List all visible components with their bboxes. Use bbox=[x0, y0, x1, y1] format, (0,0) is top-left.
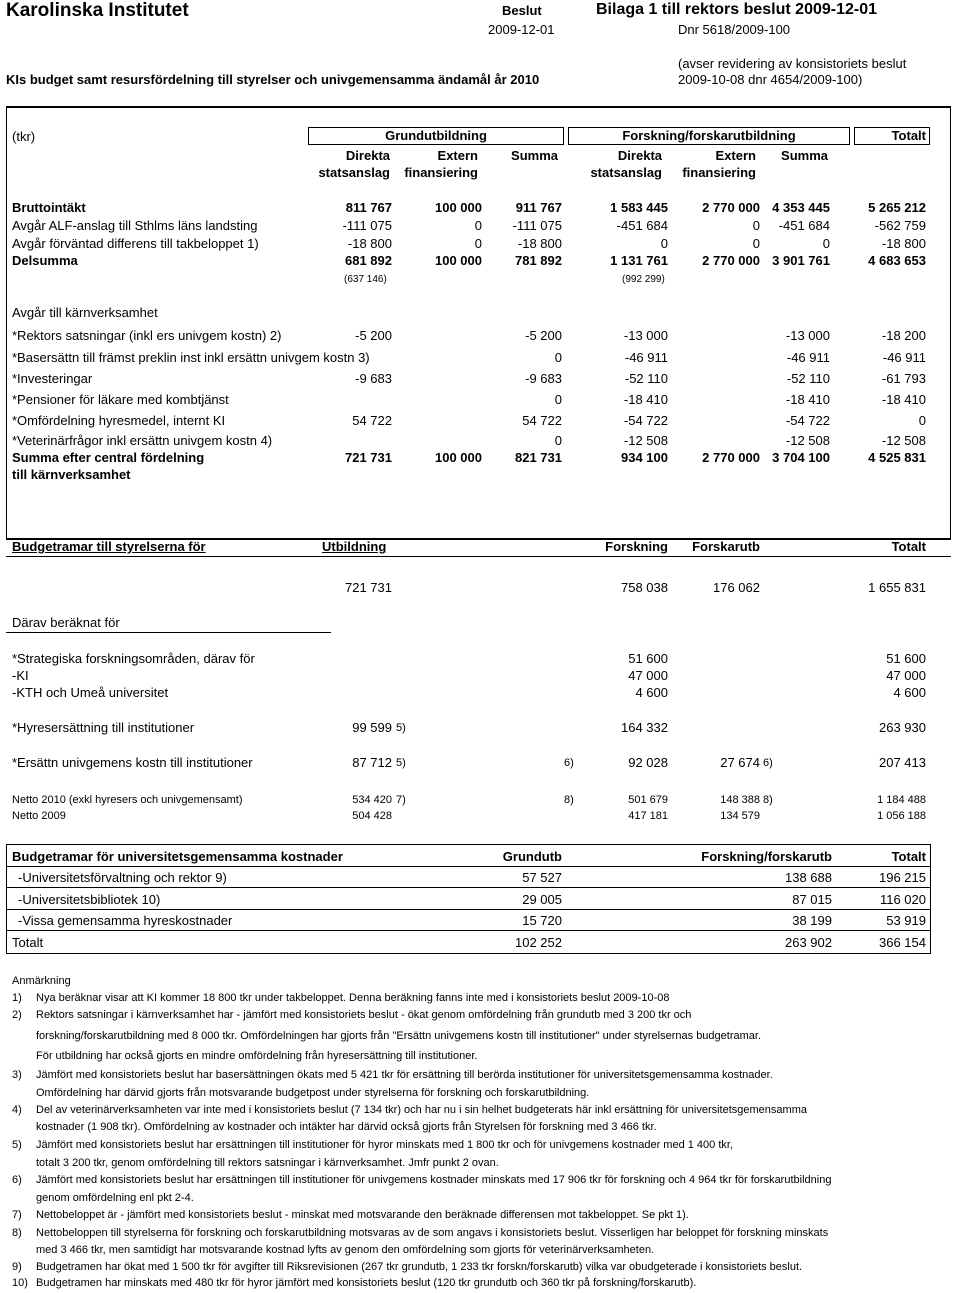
cell: -18 800 bbox=[347, 236, 392, 251]
cell: -46 911 bbox=[882, 350, 926, 365]
t2-netto2010-utb-note: 7) bbox=[396, 794, 406, 806]
t3-header-rule bbox=[6, 866, 931, 867]
t3-title: Budgetramar för universitetsgemensamma kostnader bbox=[12, 849, 343, 864]
t2-darav-rule bbox=[6, 632, 331, 633]
note-number: 7) bbox=[12, 1209, 22, 1221]
sub-finansiering-grund: finansiering bbox=[404, 165, 478, 180]
cell: -54 722 bbox=[785, 413, 830, 428]
row-label-alf: Avgår ALF-anslag till Sthlms läns landsting bbox=[12, 218, 258, 233]
cell: 263 902 bbox=[785, 935, 832, 950]
cell: 4 683 653 bbox=[868, 253, 926, 268]
t2-hyres-utb: 99 599 bbox=[352, 720, 392, 735]
t2-netto2009-fu: 134 579 bbox=[720, 810, 760, 822]
note-number: 9) bbox=[12, 1261, 22, 1273]
cell: 53 919 bbox=[886, 913, 926, 928]
t2-main-utb: 721 731 bbox=[345, 580, 392, 595]
t2-strat-tot: 51 600 bbox=[886, 651, 926, 666]
cell: 116 020 bbox=[879, 892, 926, 907]
cell: -18 410 bbox=[623, 392, 668, 407]
cell: 2 770 000 bbox=[702, 253, 760, 268]
cell: 0 bbox=[554, 392, 562, 407]
karn-label: *Basersättn till främst preklin inst inkl ersättn univgem kostn 3) bbox=[12, 350, 370, 365]
cell: 821 731 bbox=[515, 450, 562, 465]
cell: 38 199 bbox=[792, 913, 832, 928]
t2-hyres-forsk: 164 332 bbox=[621, 720, 668, 735]
t3-row-rule bbox=[6, 887, 931, 888]
note-text: forskning/forskarutbildning med 8 000 tkr. Omfördelningen har gjorts från "Ersättn univgemens kostn till institutioner" under styrelsernas budgetramar. bbox=[36, 1030, 762, 1042]
cell: 0 bbox=[554, 350, 562, 365]
cell: 2 770 000 bbox=[702, 450, 760, 465]
cell: -5 200 bbox=[525, 328, 562, 343]
sub-direkta-grund: Direkta bbox=[345, 148, 390, 163]
t2-ersattn-fu: 27 674 bbox=[720, 755, 760, 770]
note-text: Del av veterinärverksamheten var inte med i konsistoriets beslut (7 134 tkr) och har nu i sin helhet budgeterats här inkl ersättning för universitetsgemensamma bbox=[36, 1104, 807, 1116]
cell: -52 110 bbox=[786, 371, 830, 386]
cell: 100 000 bbox=[435, 450, 482, 465]
cell: -12 508 bbox=[785, 433, 830, 448]
note-text: Jämfört med konsistoriets beslut har basersättningen ökats med 5 421 tkr för ersättning till berörda institutioner för universitetsgemensamma kostnader. bbox=[36, 1069, 773, 1081]
note-number: 5) bbox=[12, 1139, 22, 1151]
sub-extern-grund: Extern bbox=[437, 148, 478, 163]
note-text: För utbildning har också gjorts en mindre omfördelning från hyresersättning till institutioner. bbox=[36, 1050, 478, 1062]
t2-main-fu: 176 062 bbox=[713, 580, 760, 595]
t2-netto2010-fu-note: 8) bbox=[763, 794, 773, 806]
note-number: 2) bbox=[12, 1009, 22, 1021]
t2-h-utb: Utbildning bbox=[322, 539, 387, 554]
cell: 0 bbox=[752, 218, 760, 233]
t2-ersattn-utb-note: 5) bbox=[396, 757, 406, 769]
cell: -52 110 bbox=[624, 371, 668, 386]
t2-netto2009-forsk: 417 181 bbox=[628, 810, 668, 822]
t2-ersattn-fu-note: 6) bbox=[763, 757, 773, 769]
cell: 29 005 bbox=[522, 892, 562, 907]
row-label-delsumma: Delsumma bbox=[12, 253, 78, 268]
cell: -61 793 bbox=[881, 371, 926, 386]
note-number: 1) bbox=[12, 992, 22, 1004]
cell: 102 252 bbox=[515, 935, 562, 950]
cell: -18 800 bbox=[881, 236, 926, 251]
t2-hyres-label: *Hyresersättning till institutioner bbox=[12, 720, 195, 735]
cell: -9 683 bbox=[525, 371, 562, 386]
cell: -46 911 bbox=[786, 350, 830, 365]
cell: 5 265 212 bbox=[868, 200, 926, 215]
cell: 0 bbox=[474, 218, 482, 233]
revision-note-1: (avser revidering av konsistoriets beslut bbox=[678, 56, 907, 71]
row-label-bruttointakt: Bruttointäkt bbox=[12, 200, 86, 215]
t2-netto2010-label: Netto 2010 (exkl hyresers och univgemensamt) bbox=[12, 794, 243, 806]
t2-netto2010-forsk: 501 679 bbox=[628, 794, 668, 806]
t2-title: Budgetramar till styrelserna för bbox=[12, 539, 206, 554]
cell: 934 100 bbox=[621, 450, 668, 465]
cell: -12 508 bbox=[623, 433, 668, 448]
sub-finansiering-forsk: finansiering bbox=[682, 165, 756, 180]
cell: 57 527 bbox=[522, 870, 562, 885]
group-header-total: Totalt bbox=[891, 128, 926, 143]
note-text: Rektors satsningar i kärnverksamhet har - jämfört med konsistoriets beslut - ökat genom omfördelning från grundutb med 3 200 tkr och bbox=[36, 1009, 692, 1021]
cell: 811 767 bbox=[345, 200, 392, 215]
sub-extern-forsk: Extern bbox=[715, 148, 756, 163]
note-text: totalt 3 200 tkr, genom omfördelning till rektors satsningar i kärnverksamhet. Jmfr punkt 2 ovan. bbox=[36, 1157, 499, 1169]
cell: -111 075 bbox=[342, 218, 392, 233]
cell: -13 000 bbox=[623, 328, 668, 343]
group-header-forsk: Forskning/forskarutbildning bbox=[622, 128, 796, 143]
unit-label: (tkr) bbox=[12, 129, 36, 144]
cell: 0 bbox=[474, 236, 482, 251]
row-label-differens: Avgår förväntad differens till takbeloppet 1) bbox=[12, 236, 259, 251]
group-header-grund: Grundutbildning bbox=[385, 128, 487, 143]
cell: 0 bbox=[554, 433, 562, 448]
sub-direkta-forsk: Direkta bbox=[617, 148, 662, 163]
cell: 911 767 bbox=[515, 200, 562, 215]
t2-kth-tot: 4 600 bbox=[893, 685, 926, 700]
karn-label: *Omfördelning hyresmedel, internt KI bbox=[12, 413, 226, 428]
t3-total-label: Totalt bbox=[12, 935, 44, 950]
t2-ki-tot: 47 000 bbox=[886, 668, 926, 683]
t2-netto2009-label: Netto 2009 bbox=[12, 810, 66, 822]
decision-date: 2009-12-01 bbox=[488, 22, 555, 37]
summa-label: Summa efter central fördelning bbox=[12, 450, 205, 465]
t2-strat-forsk: 51 600 bbox=[628, 651, 668, 666]
cell: -18 800 bbox=[517, 236, 562, 251]
note-text: Nettobeloppen till styrelserna för forskning och forskarutbildning motsvaras av de som angavs i konsistoriets beslut. Visserligen har beloppet för forskning minskats bbox=[36, 1227, 829, 1239]
note-text: kostnader (1 908 tkr). Omfördelning av kostnader och intäkter har därvid också gjorts från Styrelsen för forskning med 3 466 tkr. bbox=[36, 1121, 657, 1133]
sub-statsanslag-grund: statsanslag bbox=[318, 165, 390, 180]
cell: 681 892 bbox=[345, 253, 392, 268]
t2-ki-label: -KI bbox=[12, 668, 29, 683]
cell: 3 901 761 bbox=[772, 253, 830, 268]
karn-title: Avgår till kärnverksamhet bbox=[12, 305, 158, 320]
cell: 4 353 445 bbox=[772, 200, 830, 215]
t3-row-label: -Vissa gemensamma hyreskostnader bbox=[18, 913, 233, 928]
t3-h-total: Totalt bbox=[891, 849, 926, 864]
cell: -111 075 bbox=[512, 218, 562, 233]
t2-netto2010-tot: 1 184 488 bbox=[877, 794, 926, 806]
sub-summa-forsk: Summa bbox=[781, 148, 828, 163]
karn-label: *Veterinärfrågor inkl ersättn univgem kostn 4) bbox=[12, 433, 273, 448]
note-text: Nya beräknar visar att KI kommer 18 800 tkr under takbeloppet. Denna beräkning fanns inte med i konsistoriets beslut 2009-10-08 bbox=[36, 992, 670, 1004]
note-number: 4) bbox=[12, 1104, 22, 1116]
t2-h-forsk: Forskning bbox=[605, 539, 668, 554]
karn-label: *Rektors satsningar (inkl ers univgem kostn) 2) bbox=[12, 328, 282, 343]
cell: 54 722 bbox=[522, 413, 562, 428]
cell: -562 759 bbox=[874, 218, 926, 233]
t2-ersattn-forsk: 92 028 bbox=[628, 755, 668, 770]
note-text: Jämfört med konsistoriets beslut har ersättningen till institutioner för hyror minskats med 1 800 tkr och för univgemens kostnader med 1 400 tkr, bbox=[36, 1139, 733, 1151]
t3-row-label: -Universitetsförvaltning och rektor 9) bbox=[18, 870, 227, 885]
t3-h-grund: Grundutb bbox=[502, 849, 562, 864]
note-number: 8) bbox=[12, 1227, 22, 1239]
cell: 366 154 bbox=[879, 935, 926, 950]
cell: -18 410 bbox=[881, 392, 926, 407]
table1-left-border bbox=[6, 106, 7, 539]
revision-note-2: 2009-10-08 dnr 4654/2009-100) bbox=[678, 72, 863, 87]
t3-row-label: -Universitetsbibliotek 10) bbox=[18, 892, 161, 907]
document-subtitle: KIs budget samt resursfördelning till styrelser och univgemensamma ändamål år 2010 bbox=[6, 72, 540, 87]
cell: 15 720 bbox=[522, 913, 562, 928]
summa-label-2: till kärnverksamhet bbox=[12, 467, 131, 482]
t2-strat-label: *Strategiska forskningsområden, därav för bbox=[12, 651, 255, 666]
cell: -13 000 bbox=[785, 328, 830, 343]
cell: 1 131 761 bbox=[610, 253, 668, 268]
t3-row-rule bbox=[6, 930, 931, 931]
cell: 721 731 bbox=[345, 450, 392, 465]
t2-netto2010-utb: 534 420 bbox=[352, 794, 392, 806]
cell: 0 bbox=[660, 236, 668, 251]
t2-header-rule bbox=[6, 556, 951, 557]
t2-netto2010-forsk-note: 8) bbox=[564, 794, 574, 806]
cell: 100 000 bbox=[435, 200, 482, 215]
cell: -9 683 bbox=[355, 371, 392, 386]
cell: 2 770 000 bbox=[702, 200, 760, 215]
note-number: 3) bbox=[12, 1069, 22, 1081]
note-text: Jämfört med konsistoriets beslut har ersättningen till institutioner för univgemens kostnader minskats med 17 906 tkr för forskning och 4 964 tkr för forskarutbildning bbox=[36, 1174, 832, 1186]
cell: 196 215 bbox=[879, 870, 926, 885]
note-text: Budgetramen har ökat med 1 500 tkr för avgifter till Riksrevisionen (267 tkr grundutb, 1 233 tkr forskn/forskarutb) vilka var obudgeterade i konsistoriets beslut. bbox=[36, 1261, 803, 1273]
cell: 54 722 bbox=[352, 413, 392, 428]
note-number: 6) bbox=[12, 1174, 22, 1186]
cell: 0 bbox=[822, 236, 830, 251]
doc-type: Beslut bbox=[502, 3, 542, 18]
cell: -12 508 bbox=[881, 433, 926, 448]
t2-ki-forsk: 47 000 bbox=[628, 668, 668, 683]
t2-ersattn-label: *Ersättn univgemens kostn till institutioner bbox=[12, 755, 253, 770]
note-text: Nettobeloppet är - jämfört med konsistoriets beslut - minskat med motsvarande den beräknade differensen mot takbeloppet. Se pkt 1). bbox=[36, 1209, 689, 1221]
karn-label: *Investeringar bbox=[12, 371, 93, 386]
note-text: genom omfördelning enl pkt 2-4. bbox=[36, 1192, 194, 1204]
cell: 0 bbox=[918, 413, 926, 428]
delsumma-paren-forsk: (992 299) bbox=[622, 274, 665, 285]
t2-h-fu: Forskarutb bbox=[692, 539, 760, 554]
cell: 3 704 100 bbox=[772, 450, 830, 465]
cell: -5 200 bbox=[355, 328, 392, 343]
cell: -18 410 bbox=[785, 392, 830, 407]
cell: -54 722 bbox=[623, 413, 668, 428]
cell: -451 684 bbox=[616, 218, 668, 233]
t2-ersattn-utb: 87 712 bbox=[352, 755, 392, 770]
note-number: 10) bbox=[12, 1277, 28, 1289]
dnr: Dnr 5618/2009-100 bbox=[678, 22, 791, 37]
t2-ersattn-tot: 207 413 bbox=[879, 755, 926, 770]
t2-hyres-utb-note: 5) bbox=[396, 722, 406, 734]
cell: -18 200 bbox=[881, 328, 926, 343]
cell: -451 684 bbox=[778, 218, 830, 233]
t2-h-total: Totalt bbox=[891, 539, 926, 554]
t3-h-forsk: Forskning/forskarutb bbox=[701, 849, 832, 864]
delsumma-paren-grund: (637 146) bbox=[344, 274, 387, 285]
table1-right-border bbox=[950, 106, 951, 539]
t2-ersattn-forsk-note: 6) bbox=[564, 757, 574, 769]
t2-kth-forsk: 4 600 bbox=[635, 685, 668, 700]
t2-hyres-tot: 263 930 bbox=[879, 720, 926, 735]
cell: 138 688 bbox=[785, 870, 832, 885]
t2-darav: Därav beräknat för bbox=[12, 615, 120, 630]
note-text: med 3 466 tkr, men samtidigt har motsvarande kostnad lyfts av genom den omfördelning som gjorts för veterinärverksamheten. bbox=[36, 1244, 655, 1256]
t3-row-rule bbox=[6, 909, 931, 910]
t2-netto2009-utb: 504 428 bbox=[352, 810, 392, 822]
karn-label: *Pensioner för läkare med kombtjänst bbox=[12, 392, 229, 407]
cell: 0 bbox=[752, 236, 760, 251]
cell: 100 000 bbox=[435, 253, 482, 268]
table1-top-border bbox=[6, 106, 951, 108]
attachment-title: Bilaga 1 till rektors beslut 2009-12-01 bbox=[596, 1, 878, 18]
note-text: Omfördelning har därvid gjorts från motsvarande budgetpost under styrelserna för forskning och forskarutbildning. bbox=[36, 1087, 590, 1099]
sub-statsanslag-forsk: statsanslag bbox=[590, 165, 662, 180]
t2-main-tot: 1 655 831 bbox=[868, 580, 926, 595]
cell: 781 892 bbox=[515, 253, 562, 268]
note-text: Budgetramen har minskats med 480 tkr för hyror jämfört med konsistoriets beslut (120 tkr grundutb och 360 tkr på forskning/forskarutb). bbox=[36, 1277, 697, 1289]
t2-kth-label: -KTH och Umeå universitet bbox=[12, 685, 169, 700]
cell: 4 525 831 bbox=[868, 450, 926, 465]
t2-main-forsk: 758 038 bbox=[621, 580, 668, 595]
sub-summa-grund: Summa bbox=[511, 148, 558, 163]
cell: -46 911 bbox=[624, 350, 668, 365]
t2-netto2009-tot: 1 056 188 bbox=[877, 810, 926, 822]
cell: 1 583 445 bbox=[610, 200, 668, 215]
notes-title: Anmärkning bbox=[12, 975, 71, 987]
institution-name: Karolinska Institutet bbox=[6, 0, 189, 21]
cell: 87 015 bbox=[792, 892, 832, 907]
t2-netto2010-fu: 148 388 bbox=[720, 794, 760, 806]
